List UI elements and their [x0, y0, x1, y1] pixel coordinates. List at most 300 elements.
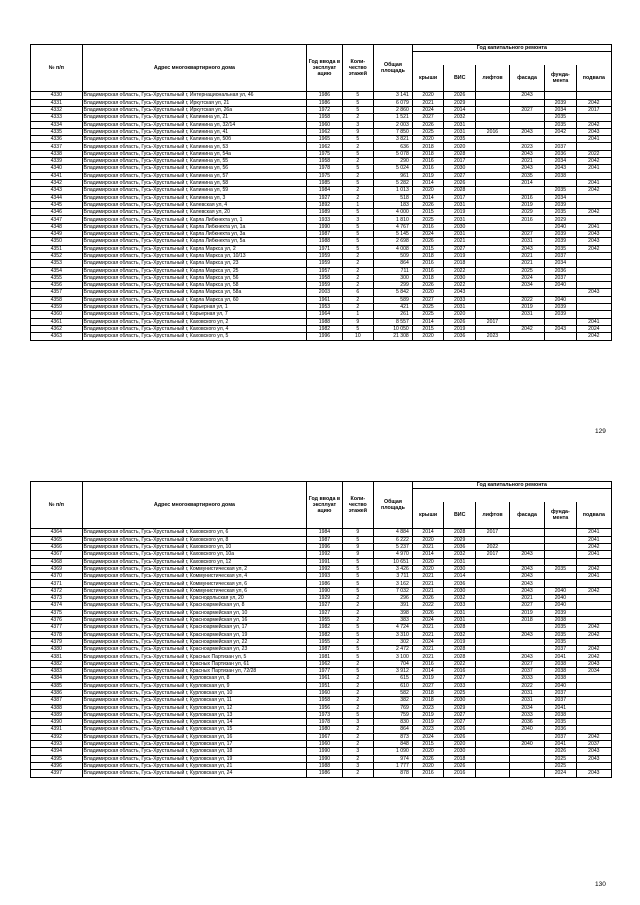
- table-cell: 2020: [444, 741, 476, 748]
- table-cell: 2043: [576, 238, 611, 245]
- table-row: [31, 573, 612, 580]
- table-cell: 2040: [545, 682, 577, 689]
- table-cell: [576, 282, 611, 289]
- table-cell: 2019: [509, 201, 544, 208]
- table-cell: 2024: [509, 274, 544, 281]
- table-cell: 2: [342, 143, 374, 150]
- table-cell: [576, 682, 611, 689]
- table-cell: 704: [374, 660, 413, 667]
- table-cell: [509, 762, 544, 769]
- table-cell: 2031: [444, 609, 476, 616]
- table-cell: [476, 252, 510, 259]
- table-cell: 2043: [509, 565, 544, 572]
- table-cell: 2032: [444, 551, 476, 558]
- table-cell: 2021: [412, 653, 444, 660]
- table-cell: 2024: [545, 770, 577, 777]
- table-cell: 2019: [444, 325, 476, 332]
- table-cell: [476, 565, 510, 572]
- table-cell: 1990: [307, 223, 342, 230]
- table-row: [31, 668, 612, 675]
- table-row: [31, 558, 612, 565]
- table-cell: 1977: [307, 668, 342, 675]
- table-row: [31, 762, 612, 769]
- table-cell: 2019: [444, 209, 476, 216]
- table-cell: [509, 748, 544, 755]
- table-cell: Владимирская область, Гусь-Хрустальный г, Красных Партизан ул, 61: [82, 660, 307, 667]
- table-cell: Владимирская область, Гусь-Хрустальный г, Карла Маркса ул, 58: [82, 282, 307, 289]
- table-cell: 2019: [412, 711, 444, 718]
- table-cell: [476, 201, 510, 208]
- table-cell: [576, 267, 611, 274]
- table-cell: 2036: [444, 544, 476, 551]
- table-cell: 3: [342, 762, 374, 769]
- table-cell: 2040: [509, 741, 544, 748]
- column-header-facade: фасада: [509, 502, 544, 529]
- table-cell: Владимирская область, Гусь-Хрустальный г, Коммунистическая ул, 6: [82, 580, 307, 587]
- table-cell: 2016: [412, 260, 444, 267]
- table-cell: 6 222: [374, 536, 413, 543]
- table-cell: 2027: [444, 172, 476, 179]
- table-cell: 2037: [545, 689, 577, 696]
- table-cell: 2030: [444, 565, 476, 572]
- column-header-vis: ВИС: [444, 65, 476, 92]
- table-cell: 5: [342, 668, 374, 675]
- table-cell: 261: [374, 311, 413, 318]
- table-cell: [576, 92, 611, 99]
- table-cell: 5 237: [374, 544, 413, 551]
- table-cell: 2: [342, 682, 374, 689]
- table-cell: 9: [342, 318, 374, 325]
- table-cell: 2018: [412, 252, 444, 259]
- table-cell: 2040: [545, 587, 577, 594]
- table-cell: 2027: [509, 107, 544, 114]
- table-cell: 2034: [545, 158, 577, 165]
- table-cell: [545, 529, 577, 536]
- table-cell: 5: [342, 711, 374, 718]
- table-cell: Владимирская область, Гусь-Хрустальный г, Калинина ул, 41: [82, 128, 307, 135]
- table-cell: 2024: [412, 638, 444, 645]
- table-cell: 2018: [509, 616, 544, 623]
- table-cell: 2041: [576, 165, 611, 172]
- column-group-header: Год капитального ремонта: [412, 482, 611, 489]
- table-cell: 1975: [307, 172, 342, 179]
- table-cell: 4352: [31, 252, 83, 259]
- table-cell: 4351: [31, 245, 83, 252]
- table-cell: 2: [342, 304, 374, 311]
- table-cell: 5 282: [374, 179, 413, 186]
- table-cell: [509, 187, 544, 194]
- table-cell: 5: [342, 165, 374, 172]
- table-cell: [576, 311, 611, 318]
- table-cell: 1982: [307, 325, 342, 332]
- table-cell: 4349: [31, 231, 83, 238]
- table-cell: 2043: [509, 92, 544, 99]
- table-cell: 2039: [545, 231, 577, 238]
- table-row: [31, 223, 612, 230]
- table-cell: 4385: [31, 682, 83, 689]
- table-cell: 1961: [307, 675, 342, 682]
- column-header-vis: ВИС: [444, 502, 476, 529]
- table-cell: 2041: [576, 551, 611, 558]
- table-cell: 2028: [444, 529, 476, 536]
- table-cell: 4 000: [374, 209, 413, 216]
- table-cell: Владимирская область, Гусь-Хрустальный г, Курловская ул, 16: [82, 733, 307, 740]
- table-cell: 2015: [412, 325, 444, 332]
- table-cell: [545, 318, 577, 325]
- table-cell: 1960: [307, 741, 342, 748]
- table-row: [31, 274, 612, 281]
- table-cell: Владимирская область, Гусь-Хрустальный г, Карла Маркса ул, 2: [82, 245, 307, 252]
- table-cell: [576, 704, 611, 711]
- table-cell: 2: [342, 638, 374, 645]
- table-cell: 2022: [576, 150, 611, 157]
- header-spacer: [412, 52, 611, 66]
- table-cell: 4336: [31, 136, 83, 143]
- table-cell: 2041: [545, 741, 577, 748]
- table-row: [31, 711, 612, 718]
- table-cell: 1973: [307, 711, 342, 718]
- table-cell: 4339: [31, 158, 83, 165]
- table-row: [31, 770, 612, 777]
- table-cell: 2043: [576, 231, 611, 238]
- table-cell: 4389: [31, 711, 83, 718]
- table-cell: [509, 770, 544, 777]
- table-cell: 518: [374, 194, 413, 201]
- table-cell: 2043: [576, 755, 611, 762]
- table-cell: 2020: [412, 187, 444, 194]
- table-cell: 1985: [307, 179, 342, 186]
- table-cell: 5: [342, 209, 374, 216]
- table-cell: Владимирская область, Гусь-Хрустальный г, Карла Маркса ул, 10/13: [82, 252, 307, 259]
- table-cell: 4397: [31, 770, 83, 777]
- table-cell: 4370: [31, 573, 83, 580]
- table-cell: 2: [342, 172, 374, 179]
- table-cell: [576, 697, 611, 704]
- table-cell: 2021: [412, 631, 444, 638]
- table-cell: [476, 274, 510, 281]
- table-cell: 1972: [307, 107, 342, 114]
- table-cell: 2029: [444, 99, 476, 106]
- table-cell: 2028: [444, 187, 476, 194]
- table-cell: [476, 580, 510, 587]
- table-cell: 2: [342, 114, 374, 121]
- table-cell: 2018: [412, 689, 444, 696]
- table-cell: 2038: [545, 668, 577, 675]
- table-cell: 21 308: [374, 333, 413, 340]
- table-cell: 636: [374, 143, 413, 150]
- table-cell: Владимирская область, Гусь-Хрустальный г, Курловская ул, 24: [82, 770, 307, 777]
- table-cell: [476, 616, 510, 623]
- table-cell: [476, 267, 510, 274]
- table-cell: 2016: [412, 267, 444, 274]
- table-cell: Владимирская область, Гусь-Хрустальный г, Карла Либкнехта ул, 3а: [82, 231, 307, 238]
- table-cell: 2003: [307, 289, 342, 296]
- table-cell: Владимирская область, Гусь-Хрустальный г, Калинина ул, 55: [82, 158, 307, 165]
- table-cell: [545, 536, 577, 543]
- table-cell: [576, 609, 611, 616]
- table-cell: Владимирская область, Гусь-Хрустальный г, Курловская ул, 14: [82, 719, 307, 726]
- table-cell: 2024: [412, 107, 444, 114]
- table-cell: 4394: [31, 748, 83, 755]
- table-row: [31, 296, 612, 303]
- table-cell: 4362: [31, 325, 83, 332]
- table-cell: 2043: [509, 573, 544, 580]
- table-cell: [509, 536, 544, 543]
- table-cell: 4348: [31, 223, 83, 230]
- table-cell: 2037: [545, 646, 577, 653]
- table-cell: 3: [342, 216, 374, 223]
- table-row: [31, 587, 612, 594]
- table-cell: 2042: [576, 209, 611, 216]
- table-cell: [576, 194, 611, 201]
- table-cell: 5: [342, 573, 374, 580]
- table-cell: 5: [342, 150, 374, 157]
- capital-repair-table: [30, 481, 612, 778]
- table-cell: 830: [374, 719, 413, 726]
- table-cell: 4380: [31, 646, 83, 653]
- table-cell: 5: [342, 238, 374, 245]
- table-cell: 398: [374, 609, 413, 616]
- table-cell: Владимирская область, Гусь-Хрустальный г, Курловская ул, 19: [82, 755, 307, 762]
- table-cell: 4334: [31, 121, 83, 128]
- table-cell: 2029: [545, 216, 577, 223]
- table-row: [31, 660, 612, 667]
- table-cell: 2: [342, 755, 374, 762]
- table-cell: 5: [342, 231, 374, 238]
- table-row: [31, 733, 612, 740]
- table-cell: 4341: [31, 172, 83, 179]
- table-cell: 7 032: [374, 587, 413, 594]
- table-cell: [476, 311, 510, 318]
- table-cell: 2028: [444, 646, 476, 653]
- table-cell: 9: [342, 544, 374, 551]
- table-cell: 1962: [307, 143, 342, 150]
- table-cell: 1996: [307, 333, 342, 340]
- table-cell: 2025: [412, 311, 444, 318]
- table-cell: 2021: [412, 580, 444, 587]
- table-cell: 2043: [576, 128, 611, 135]
- table-cell: 2037: [545, 143, 577, 150]
- table-cell: 1990: [307, 587, 342, 594]
- table-cell: 2018: [444, 755, 476, 762]
- table-cell: 2035: [545, 719, 577, 726]
- table-cell: 1958: [307, 274, 342, 281]
- table-cell: 2030: [444, 587, 476, 594]
- table-cell: 4374: [31, 602, 83, 609]
- table-cell: 421: [374, 304, 413, 311]
- table-cell: 2: [342, 602, 374, 609]
- table-cell: [476, 536, 510, 543]
- table-cell: 2040: [509, 726, 544, 733]
- table-cell: 2042: [576, 631, 611, 638]
- table-cell: 2034: [509, 704, 544, 711]
- table-cell: 2031: [444, 616, 476, 623]
- table-cell: 2043: [545, 165, 577, 172]
- table-cell: 2041: [576, 179, 611, 186]
- table-cell: 4342: [31, 179, 83, 186]
- table-cell: [476, 682, 510, 689]
- table-cell: 4393: [31, 741, 83, 748]
- table-cell: 5 078: [374, 150, 413, 157]
- table-cell: Владимирская область, Гусь-Хрустальный г, Калинина ул, 53: [82, 143, 307, 150]
- table-cell: Владимирская область, Гусь-Хрустальный г, Калинина ул, 3: [82, 194, 307, 201]
- column-header-roof: крыши: [412, 65, 444, 92]
- table-cell: 2027: [444, 245, 476, 252]
- table-cell: 3: [342, 121, 374, 128]
- table-cell: 2022: [444, 282, 476, 289]
- table-cell: 2026: [412, 755, 444, 762]
- table-row: [31, 260, 612, 267]
- table-cell: 2028: [444, 150, 476, 157]
- table-cell: 2033: [509, 675, 544, 682]
- table-cell: 2037: [545, 252, 577, 259]
- table-cell: 1953: [307, 304, 342, 311]
- table-cell: 1987: [307, 536, 342, 543]
- table-cell: 2038: [545, 675, 577, 682]
- table-cell: 2027: [444, 711, 476, 718]
- table-cell: Владимирская область, Гусь-Хрустальный г, Красных Партизан ул, 72/28: [82, 668, 307, 675]
- table-cell: 4377: [31, 624, 83, 631]
- table-cell: 2020: [444, 143, 476, 150]
- table-cell: 2019: [412, 172, 444, 179]
- table-cell: 5: [342, 580, 374, 587]
- column-header-lift: лифтов: [476, 65, 510, 92]
- table-cell: 2027: [412, 682, 444, 689]
- table-cell: [545, 558, 577, 565]
- table-cell: 2031: [444, 121, 476, 128]
- table-cell: [476, 165, 510, 172]
- table-cell: 9: [342, 529, 374, 536]
- table-cell: [576, 304, 611, 311]
- table-cell: 299: [374, 282, 413, 289]
- table-row: [31, 697, 612, 704]
- table-cell: 4357: [31, 289, 83, 296]
- table-cell: 2025: [509, 267, 544, 274]
- table-cell: 3 310: [374, 631, 413, 638]
- table-cell: 1955: [307, 616, 342, 623]
- table-cell: 2022: [509, 296, 544, 303]
- table-cell: 2: [342, 741, 374, 748]
- table-cell: 4353: [31, 260, 83, 267]
- table-cell: 2043: [545, 325, 577, 332]
- table-cell: 4365: [31, 536, 83, 543]
- table-cell: [545, 92, 577, 99]
- column-header-basement: подвала: [576, 65, 611, 92]
- table-cell: 4379: [31, 638, 83, 645]
- table-cell: 2020: [444, 311, 476, 318]
- table-cell: 2021: [412, 646, 444, 653]
- table-cell: 2038: [545, 660, 577, 667]
- table-cell: [476, 92, 510, 99]
- table-cell: [545, 136, 577, 143]
- table-cell: Владимирская область, Гусь-Хрустальный г, Курловская ул, 18: [82, 748, 307, 755]
- table-cell: 2017: [576, 107, 611, 114]
- table-cell: 2034: [545, 107, 577, 114]
- table-cell: 2043: [509, 631, 544, 638]
- table-cell: 4332: [31, 107, 83, 114]
- table-cell: 2015: [412, 741, 444, 748]
- column-header-basement: подвала: [576, 502, 611, 529]
- table-cell: 2016: [509, 216, 544, 223]
- table-row: [31, 536, 612, 543]
- table-cell: [476, 238, 510, 245]
- table-cell: 2: [342, 252, 374, 259]
- table-cell: 2 472: [374, 646, 413, 653]
- table-row: [31, 689, 612, 696]
- table-cell: [476, 770, 510, 777]
- table-cell: [576, 143, 611, 150]
- table-cell: 10: [342, 333, 374, 340]
- table-cell: 2031: [444, 558, 476, 565]
- table-row: [31, 238, 612, 245]
- table-cell: 2024: [576, 325, 611, 332]
- table-row: [31, 580, 612, 587]
- table-cell: 2043: [509, 165, 544, 172]
- table-cell: 2019: [444, 638, 476, 645]
- table-cell: 1990: [307, 755, 342, 762]
- table-cell: Владимирская область, Гусь-Хрустальный г, Калинина ул, 21: [82, 114, 307, 121]
- table-cell: 974: [374, 755, 413, 762]
- table-cell: 2027: [509, 660, 544, 667]
- table-cell: 2042: [576, 587, 611, 594]
- table-cell: 610: [374, 682, 413, 689]
- table-cell: 9: [342, 551, 374, 558]
- table-cell: 2038: [545, 172, 577, 179]
- table-cell: 589: [374, 296, 413, 303]
- table-cell: 1988: [307, 238, 342, 245]
- table-cell: 2024: [412, 616, 444, 623]
- table-cell: 4 884: [374, 529, 413, 536]
- table-cell: 2029: [444, 704, 476, 711]
- table-cell: [576, 172, 611, 179]
- table-cell: 6 079: [374, 99, 413, 106]
- table-cell: 1892: [307, 201, 342, 208]
- table-cell: 2: [342, 733, 374, 740]
- table-cell: 4 724: [374, 624, 413, 631]
- table-cell: 2018: [412, 697, 444, 704]
- table-cell: 2043: [509, 245, 544, 252]
- table-cell: 1958: [307, 158, 342, 165]
- table-row: [31, 631, 612, 638]
- table-cell: Владимирская область, Гусь-Хрустальный г, Иркутская ул, 26а: [82, 107, 307, 114]
- table-cell: 1980: [307, 726, 342, 733]
- table-cell: 2042: [576, 653, 611, 660]
- table-cell: [476, 660, 510, 667]
- table-cell: Владимирская область, Гусь-Хрустальный г, Калевская ул, 20: [82, 209, 307, 216]
- table-cell: 5: [342, 325, 374, 332]
- table-cell: 2025: [412, 216, 444, 223]
- table-cell: 2027: [444, 719, 476, 726]
- table-cell: 2028: [444, 624, 476, 631]
- table-cell: 1958: [307, 114, 342, 121]
- table-row: [31, 245, 612, 252]
- table-cell: [509, 755, 544, 762]
- table-cell: 2: [342, 609, 374, 616]
- table-row: [31, 128, 612, 135]
- table-cell: 2 698: [374, 238, 413, 245]
- table-cell: Владимирская область, Гусь-Хрустальный г, Карьерная ул, 1: [82, 304, 307, 311]
- table-cell: 2019: [509, 609, 544, 616]
- table-cell: 5: [342, 624, 374, 631]
- table-cell: Владимирская область, Гусь-Хрустальный г, Калевская ул, 4: [82, 201, 307, 208]
- table-cell: 2032: [444, 595, 476, 602]
- table-cell: [476, 216, 510, 223]
- table-cell: 1982: [307, 631, 342, 638]
- table-cell: 2027: [412, 296, 444, 303]
- table-cell: 2026: [444, 733, 476, 740]
- table-cell: 4361: [31, 318, 83, 325]
- table-cell: 2018: [412, 143, 444, 150]
